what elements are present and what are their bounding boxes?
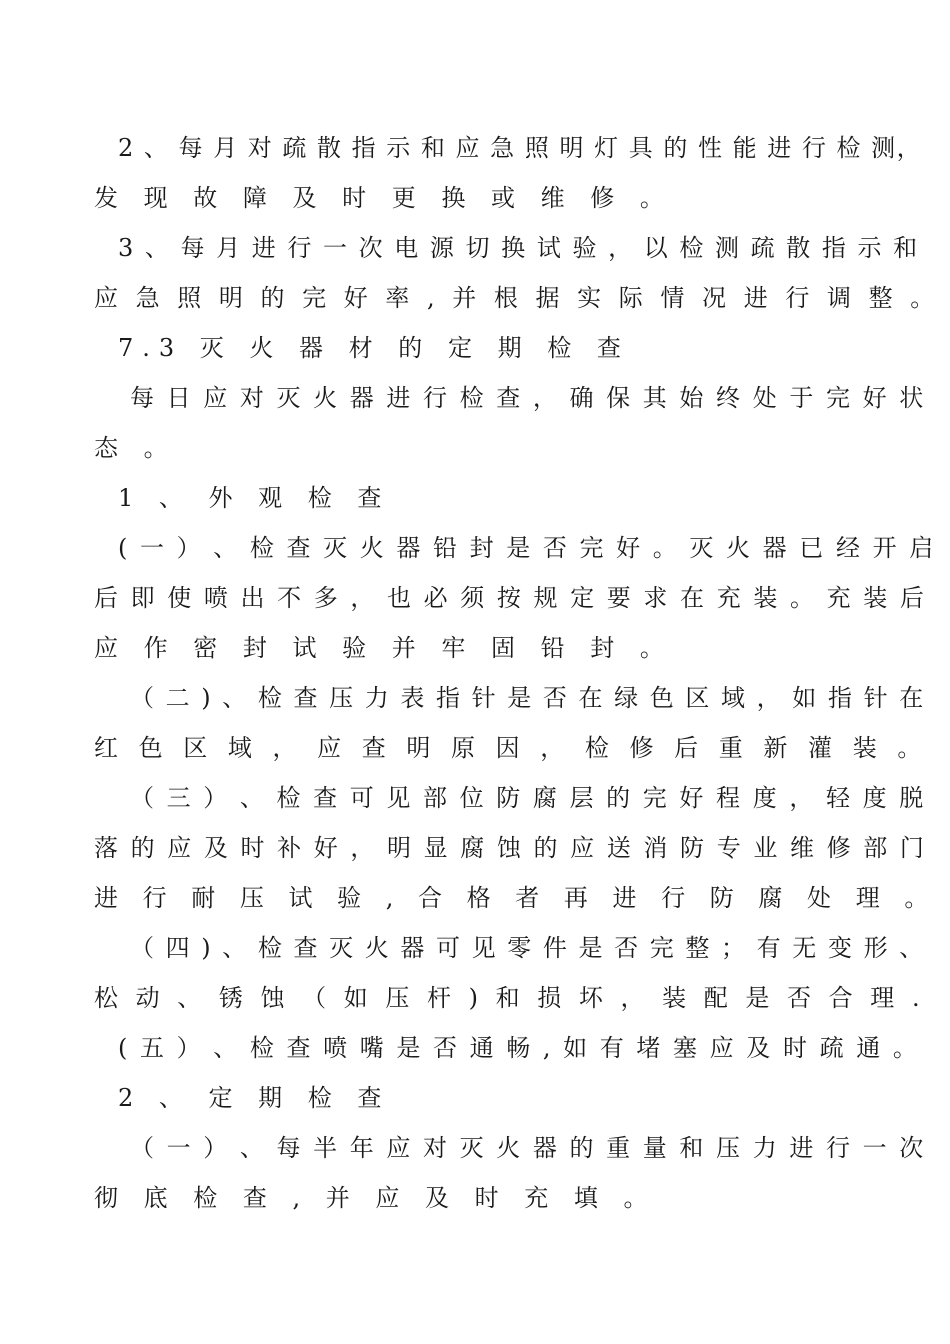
- subheading-periodic-check: 2 、 定 期 检 查: [118, 1084, 391, 1112]
- text-line-18: 松 动 、 锈 蚀 （ 如 压 杆 ) 和 损 坏 ， 装 配 是 否 合 理 .: [94, 984, 925, 1012]
- text-line-14: （ 三 ） 、 检 查 可 见 部 位 防 腐 层 的 完 好 程 度 ， 轻 度 脱: [130, 784, 926, 812]
- text-line-11: 应 作 密 封 试 验 并 牢 固 铅 封 。: [94, 634, 673, 662]
- text-line-19: ( 五 ） 、 检 查 喷 嘴 是 否 通 畅 , 如 有 堵 塞 应 及 时 疏 通 。: [118, 1034, 920, 1062]
- text-line-2: 发 现 故 障 及 时 更 换 或 维 修 。: [94, 184, 673, 212]
- text-line-9: ( 一 ） 、 检 查 灭 火 器 铅 封 是 否 完 好 。 灭 火 器 已 经 开 启: [118, 534, 936, 562]
- section-heading-7-3: 7.3 灭 火 器 材 的 定 期 检 查: [118, 334, 630, 362]
- text-line-12: （ 二 ) 、 检 查 压 力 表 指 针 是 否 在 绿 色 区 域 ， 如 指 针 在: [130, 684, 926, 712]
- text-line-16: 进 行 耐 压 试 验 , 合 格 者 再 进 行 防 腐 处 理 。: [94, 884, 937, 912]
- subheading-appearance-check: 1 、 外 观 检 查: [118, 484, 391, 512]
- text-line-1: 2 、 每 月 对 疏 散 指 示 和 应 急 照 明 灯 具 的 性 能 进 行 检 测，: [118, 134, 923, 162]
- text-line-21: （ 一 ） 、 每 半 年 应 对 灭 火 器 的 重 量 和 压 力 进 行 一 次: [130, 1134, 926, 1162]
- text-line-4: 应 急 照 明 的 完 好 率 , 并 根 据 实 际 情 况 进 行 调 整 。: [94, 284, 940, 312]
- text-line-6: 每 日 应 对 灭 火 器 进 行 检 查 ， 确 保 其 始 终 处 于 完 好 状: [130, 384, 926, 412]
- text-line-15: 落 的 应 及 时 补 好 ， 明 显 腐 蚀 的 应 送 消 防 专 业 维 修 部 门: [94, 834, 927, 862]
- text-line-3: 3 、 每 月 进 行 一 次 电 源 切 换 试 验 ， 以 检 测 疏 散 指 示 和: [118, 234, 920, 262]
- text-line-17: （ 四 ) 、 检 查 灭 火 器 可 见 零 件 是 否 完 整 ； 有 无 变 形 、: [130, 934, 926, 962]
- text-line-22: 彻 底 检 查 , 并 应 及 时 充 填 。: [94, 1184, 657, 1212]
- text-line-13: 红 色 区 域 ， 应 查 明 原 因 ， 检 修 后 重 新 灌 装 。: [94, 734, 928, 762]
- text-line-7: 态 。: [94, 434, 177, 462]
- text-line-10: 后 即 使 喷 出 不 多 ， 也 必 须 按 规 定 要 求 在 充 装 。 充 装 后: [94, 584, 927, 612]
